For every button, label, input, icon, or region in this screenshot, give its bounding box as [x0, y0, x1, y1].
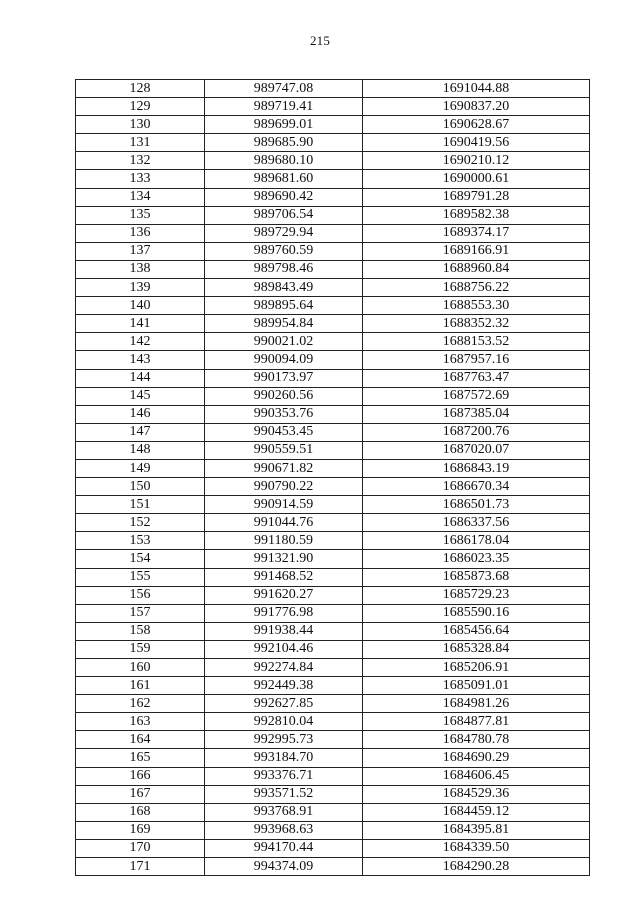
point-number-cell: 146: [76, 405, 205, 423]
x-coordinate-cell: 993376.71: [205, 767, 363, 785]
y-coordinate-cell: 1686023.35: [363, 550, 590, 568]
table-row: [76, 80, 590, 98]
table-row: [76, 659, 590, 677]
x-coordinate-cell: 989729.94: [205, 224, 363, 242]
y-coordinate-cell: 1687385.04: [363, 405, 590, 423]
x-coordinate-cell: 989719.41: [205, 98, 363, 116]
table-row: [76, 586, 590, 604]
y-coordinate-cell: 1685729.23: [363, 586, 590, 604]
table-row: [76, 858, 590, 876]
x-coordinate-cell: 994170.44: [205, 839, 363, 857]
point-number-cell: 156: [76, 586, 205, 604]
table-row: [76, 785, 590, 803]
point-number-cell: 134: [76, 188, 205, 206]
y-coordinate-cell: 1685456.64: [363, 622, 590, 640]
y-coordinate-cell: 1685873.68: [363, 568, 590, 586]
point-number-cell: 143: [76, 351, 205, 369]
y-coordinate-cell: 1684780.78: [363, 731, 590, 749]
x-coordinate-cell: 993184.70: [205, 749, 363, 767]
y-coordinate-cell: 1687957.16: [363, 351, 590, 369]
y-coordinate-cell: 1684395.81: [363, 821, 590, 839]
x-coordinate-cell: 992995.73: [205, 731, 363, 749]
point-number-cell: 169: [76, 821, 205, 839]
x-coordinate-cell: 989954.84: [205, 315, 363, 333]
table-row: [76, 98, 590, 116]
x-coordinate-cell: 989680.10: [205, 152, 363, 170]
y-coordinate-cell: 1691044.88: [363, 80, 590, 98]
x-coordinate-cell: 993571.52: [205, 785, 363, 803]
x-coordinate-cell: 989681.60: [205, 170, 363, 188]
table-row: [76, 821, 590, 839]
x-coordinate-cell: 990021.02: [205, 333, 363, 351]
y-coordinate-cell: 1684339.50: [363, 839, 590, 857]
x-coordinate-cell: 990094.09: [205, 351, 363, 369]
y-coordinate-cell: 1689374.17: [363, 224, 590, 242]
x-coordinate-cell: 992810.04: [205, 713, 363, 731]
point-number-cell: 171: [76, 858, 205, 876]
table-row: [76, 839, 590, 857]
x-coordinate-cell: 989685.90: [205, 134, 363, 152]
point-number-cell: 133: [76, 170, 205, 188]
x-coordinate-cell: 990671.82: [205, 459, 363, 477]
x-coordinate-cell: 989843.49: [205, 279, 363, 297]
y-coordinate-cell: 1686843.19: [363, 459, 590, 477]
x-coordinate-cell: 990353.76: [205, 405, 363, 423]
x-coordinate-cell: 992627.85: [205, 695, 363, 713]
x-coordinate-cell: 990790.22: [205, 478, 363, 496]
table-row: [76, 713, 590, 731]
point-number-cell: 141: [76, 315, 205, 333]
x-coordinate-cell: 991620.27: [205, 586, 363, 604]
table-row: [76, 170, 590, 188]
y-coordinate-cell: 1690837.20: [363, 98, 590, 116]
y-coordinate-cell: 1690000.61: [363, 170, 590, 188]
point-number-cell: 167: [76, 785, 205, 803]
table-row: [76, 387, 590, 405]
y-coordinate-cell: 1685328.84: [363, 640, 590, 658]
point-number-cell: 136: [76, 224, 205, 242]
point-number-cell: 155: [76, 568, 205, 586]
table-row: [76, 206, 590, 224]
table-row: [76, 568, 590, 586]
table-row: [76, 351, 590, 369]
point-number-cell: 161: [76, 677, 205, 695]
table-row: [76, 677, 590, 695]
x-coordinate-cell: 989895.64: [205, 297, 363, 315]
coordinate-table: [75, 79, 590, 876]
y-coordinate-cell: 1690210.12: [363, 152, 590, 170]
x-coordinate-cell: 990914.59: [205, 496, 363, 514]
y-coordinate-cell: 1686501.73: [363, 496, 590, 514]
point-number-cell: 165: [76, 749, 205, 767]
point-number-cell: 149: [76, 459, 205, 477]
point-number-cell: 144: [76, 369, 205, 387]
table-row: [76, 134, 590, 152]
table-row: [76, 731, 590, 749]
table-row: [76, 279, 590, 297]
point-number-cell: 147: [76, 423, 205, 441]
x-coordinate-cell: 991468.52: [205, 568, 363, 586]
x-coordinate-cell: 990260.56: [205, 387, 363, 405]
table-row: [76, 622, 590, 640]
y-coordinate-cell: 1684690.29: [363, 749, 590, 767]
table-row: [76, 260, 590, 278]
table-row: [76, 640, 590, 658]
y-coordinate-cell: 1688960.84: [363, 260, 590, 278]
y-coordinate-cell: 1688153.52: [363, 333, 590, 351]
x-coordinate-cell: 989747.08: [205, 80, 363, 98]
point-number-cell: 164: [76, 731, 205, 749]
y-coordinate-cell: 1689166.91: [363, 242, 590, 260]
x-coordinate-cell: 991938.44: [205, 622, 363, 640]
table-row: [76, 224, 590, 242]
table-row: [76, 550, 590, 568]
x-coordinate-cell: 992449.38: [205, 677, 363, 695]
table-row: [76, 441, 590, 459]
point-number-cell: 162: [76, 695, 205, 713]
y-coordinate-cell: 1684877.81: [363, 713, 590, 731]
x-coordinate-cell: 991044.76: [205, 514, 363, 532]
point-number-cell: 153: [76, 532, 205, 550]
y-coordinate-cell: 1686670.34: [363, 478, 590, 496]
table-row: [76, 514, 590, 532]
y-coordinate-cell: 1687763.47: [363, 369, 590, 387]
y-coordinate-cell: 1686337.56: [363, 514, 590, 532]
table-row: [76, 803, 590, 821]
y-coordinate-cell: 1686178.04: [363, 532, 590, 550]
x-coordinate-cell: 991321.90: [205, 550, 363, 568]
point-number-cell: 152: [76, 514, 205, 532]
x-coordinate-cell: 989760.59: [205, 242, 363, 260]
y-coordinate-cell: 1687572.69: [363, 387, 590, 405]
table-row: [76, 152, 590, 170]
y-coordinate-cell: 1684290.28: [363, 858, 590, 876]
point-number-cell: 157: [76, 604, 205, 622]
x-coordinate-cell: 989699.01: [205, 116, 363, 134]
y-coordinate-cell: 1685590.16: [363, 604, 590, 622]
point-number-cell: 150: [76, 478, 205, 496]
y-coordinate-cell: 1690628.67: [363, 116, 590, 134]
point-number-cell: 140: [76, 297, 205, 315]
x-coordinate-cell: 989798.46: [205, 260, 363, 278]
x-coordinate-cell: 989706.54: [205, 206, 363, 224]
table-row: [76, 116, 590, 134]
point-number-cell: 137: [76, 242, 205, 260]
x-coordinate-cell: 991180.59: [205, 532, 363, 550]
y-coordinate-cell: 1687020.07: [363, 441, 590, 459]
y-coordinate-cell: 1685206.91: [363, 659, 590, 677]
x-coordinate-cell: 991776.98: [205, 604, 363, 622]
table-row: [76, 333, 590, 351]
y-coordinate-cell: 1688756.22: [363, 279, 590, 297]
point-number-cell: 158: [76, 622, 205, 640]
table-row: [76, 423, 590, 441]
table-row: [76, 188, 590, 206]
point-number-cell: 159: [76, 640, 205, 658]
y-coordinate-cell: 1688553.30: [363, 297, 590, 315]
table-row: [76, 478, 590, 496]
page-number: 215: [309, 33, 331, 48]
x-coordinate-cell: 993768.91: [205, 803, 363, 821]
y-coordinate-cell: 1690419.56: [363, 134, 590, 152]
y-coordinate-cell: 1689582.38: [363, 206, 590, 224]
y-coordinate-cell: 1684529.36: [363, 785, 590, 803]
x-coordinate-cell: 990173.97: [205, 369, 363, 387]
x-coordinate-cell: 990559.51: [205, 441, 363, 459]
x-coordinate-cell: 989690.42: [205, 188, 363, 206]
point-number-cell: 129: [76, 98, 205, 116]
point-number-cell: 170: [76, 839, 205, 857]
table-row: [76, 297, 590, 315]
x-coordinate-cell: 994374.09: [205, 858, 363, 876]
point-number-cell: 131: [76, 134, 205, 152]
table-row: [76, 695, 590, 713]
x-coordinate-cell: 993968.63: [205, 821, 363, 839]
table-row: [76, 749, 590, 767]
table-row: [76, 242, 590, 260]
point-number-cell: 166: [76, 767, 205, 785]
point-number-cell: 148: [76, 441, 205, 459]
y-coordinate-cell: 1687200.76: [363, 423, 590, 441]
point-number-cell: 128: [76, 80, 205, 98]
y-coordinate-cell: 1688352.32: [363, 315, 590, 333]
table-row: [76, 767, 590, 785]
y-coordinate-cell: 1685091.01: [363, 677, 590, 695]
point-number-cell: 163: [76, 713, 205, 731]
y-coordinate-cell: 1684981.26: [363, 695, 590, 713]
x-coordinate-cell: 992104.46: [205, 640, 363, 658]
table-row: [76, 604, 590, 622]
point-number-cell: 130: [76, 116, 205, 134]
point-number-cell: 168: [76, 803, 205, 821]
point-number-cell: 132: [76, 152, 205, 170]
table-row: [76, 369, 590, 387]
coordinate-table-container: [75, 79, 589, 876]
table-row: [76, 459, 590, 477]
point-number-cell: 135: [76, 206, 205, 224]
y-coordinate-cell: 1684459.12: [363, 803, 590, 821]
point-number-cell: 142: [76, 333, 205, 351]
point-number-cell: 145: [76, 387, 205, 405]
y-coordinate-cell: 1684606.45: [363, 767, 590, 785]
point-number-cell: 139: [76, 279, 205, 297]
table-row: [76, 405, 590, 423]
table-row: [76, 315, 590, 333]
point-number-cell: 154: [76, 550, 205, 568]
point-number-cell: 160: [76, 659, 205, 677]
table-body: [76, 80, 590, 876]
y-coordinate-cell: 1689791.28: [363, 188, 590, 206]
x-coordinate-cell: 992274.84: [205, 659, 363, 677]
table-row: [76, 496, 590, 514]
point-number-cell: 151: [76, 496, 205, 514]
table-row: [76, 532, 590, 550]
x-coordinate-cell: 990453.45: [205, 423, 363, 441]
point-number-cell: 138: [76, 260, 205, 278]
